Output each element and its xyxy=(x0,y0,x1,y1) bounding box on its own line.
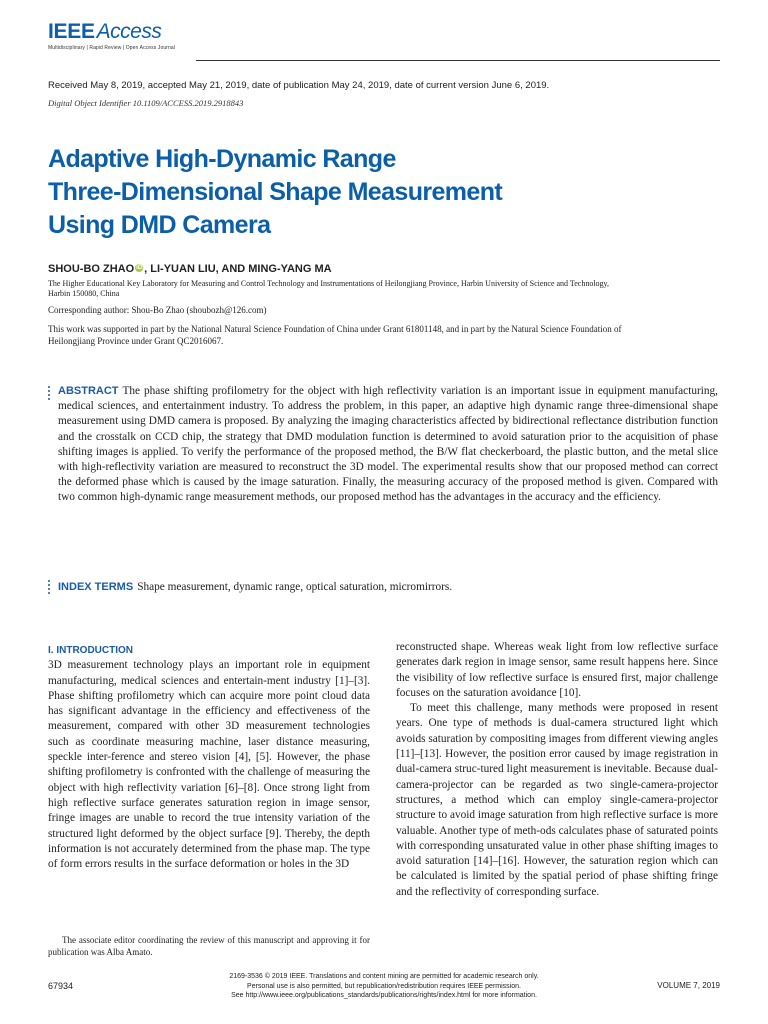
publication-dates: Received May 8, 2019, accepted May 21, 2019, date of publication May 24, 2019, date of current version June 6, 2019. xyxy=(48,80,550,91)
volume-info: VOLUME 7, 2019 xyxy=(657,981,720,990)
index-terms-label: INDEX TERMS xyxy=(58,581,134,593)
abstract-text: The phase shifting profilometry for the object with high reflectivity variation is an important issue in equipment manufacturing, medical sciences, and entertainment industry. To address the problem, in this paper, an adaptive high dynamic range three-dimensional shape measurement using DMD camera is proposed. By analyzing the imaging characteristics affected by bidirectional reflectance distribution function and the crosstalk on CCD chip, the strategy that DMD modulation function is determined to avoid saturation prior to the acquisition of phase shifting images is applied. To verify the performance of the proposed method, the B/W flat checkerboard, the plastic button, and the metal slice with high-reflectivity variation are measured to reconstruct the 3D model. The experimental results show that our proposed method can correct the deformed phase which is caused by the image saturation. Finally, the measuring accuracy of the proposed method is given. Compared with two common high-dynamic range measurement methods, our proposed method has the advantages in the accuracy and the efficiency. xyxy=(58,385,718,504)
corresponding-author: Corresponding author: Shou-Bo Zhao (shoubozh@126.com) xyxy=(48,305,267,315)
journal-tagline: Multidisciplinary | Rapid Review | Open Access Journal xyxy=(48,45,175,51)
logo-ieee: IEEE xyxy=(48,20,95,43)
funding-note: This work was supported in part by the National Natural Science Foundation of China under Grant 61801148, and in part by the Natural Science Foundation of Heilongjiang Province under Grant QC2016067. xyxy=(48,324,622,346)
paper-title xyxy=(48,143,688,242)
index-terms-text: Shape measurement, dynamic range, optical saturation, micromirrors. xyxy=(137,581,453,593)
abstract-label: ABSTRACT xyxy=(58,385,119,397)
author-rest: , LI-YUAN LIU, AND MING-YANG MA xyxy=(144,263,332,275)
author-first: SHOU-BO ZHAO xyxy=(48,263,135,275)
intro-paragraph-continued: reconstructed shape. Whereas weak light from low reflective surface generates dark region in image sensor, same result happens here. Since the visibility of low reflective surface is ensured first, major challenge focuses on the saturation avoidance [10]. xyxy=(396,641,718,699)
header-rule xyxy=(196,60,720,61)
title-line-2: Three-Dimensional Shape Measurement xyxy=(48,178,503,206)
orcid-icon[interactable]: iD xyxy=(136,265,143,271)
title-line-3: Using DMD Camera xyxy=(48,211,271,239)
right-column xyxy=(396,640,718,900)
logo-access: Access xyxy=(96,20,162,43)
left-column xyxy=(48,643,370,872)
editor-footnote xyxy=(48,934,370,958)
copyright-line-2: Personal use is also permitted, but republication/redistribution requires IEEE permission. xyxy=(247,982,521,990)
copyright-notice xyxy=(160,972,608,1001)
title-line-1: Adaptive High-Dynamic Range xyxy=(48,145,396,173)
section-heading: I. INTRODUCTION xyxy=(48,645,133,656)
index-terms xyxy=(58,581,718,593)
abstract-dots-icon xyxy=(48,386,51,402)
abstract xyxy=(58,384,718,506)
author-list xyxy=(48,263,332,275)
intro-paragraph-2: To meet this challenge, many methods were proposed in resent years. One type of methods is dual-camera structured light which avoids saturation by compositing images from different viewing angles [11]–[13]. However, the position error caused by image registration in dual-camera struc-tured light measurement is inevitable. Because dual-camera-projector can be regarded as two single-camera-projector structures, a method which can employ single-camera-projector structure to avoid image saturation from high reflective surface is more valuable. Another type of meth-ods calculates phase of saturated points with corresponding unsaturated value in other phase shifting images to avoid saturation [14]–[16]. However, the saturation region which can be calculated is limited by the spatial period of phase shifting fringe and the reflectivity of corresponding surface. xyxy=(396,702,718,898)
copyright-line-3[interactable]: See http://www.ieee.org/publications_standards/publications/rights/index.html for more information. xyxy=(231,992,537,999)
index-terms-dots-icon xyxy=(48,580,51,596)
copyright-line-1: 2169-3536 © 2019 IEEE. Translations and content mining are permitted for academic research only. xyxy=(229,973,539,980)
affiliation: The Higher Educational Key Laboratory for Measuring and Control Technology and Instrumentations of Heilongjiang Province, Harbin University of Science and Technology, Harbin 150080, China xyxy=(48,279,610,298)
doi: Digital Object Identifier 10.1109/ACCESS.2019.2918843 xyxy=(48,98,244,108)
journal-logo xyxy=(48,20,161,44)
footnote-text: The associate editor coordinating the review of this manuscript and approving it for publication was Alba Amato. xyxy=(48,935,370,957)
page-number: 67934 xyxy=(48,981,74,991)
intro-paragraph-1: 3D measurement technology plays an important role in equipment manufacturing, medical sciences and entertain-ment industry [1]–[3]. Phase shifting profilometry which can acquire more point cloud data has significant advantage in the efficiency and effectiveness of the measurement, compared with other 3D measurement technologies such as coordinate measuring machine, laser distance measuring, speckle inter-ference and stereo vision [4], [5]. However, the phase shifting profilometry is confronted with the challenge of measuring the object with high reflectivity variation [6]–[8]. Once strong light from high reflective surface generates saturation region in image sensor, fringe images are unable to record the true intensity variation of the structured light deformed by the object surface [9]. Thereby, the depth information is not accurately determined from the phase map. The type of form errors results in the surface deformation or holes in the 3D xyxy=(48,659,370,871)
